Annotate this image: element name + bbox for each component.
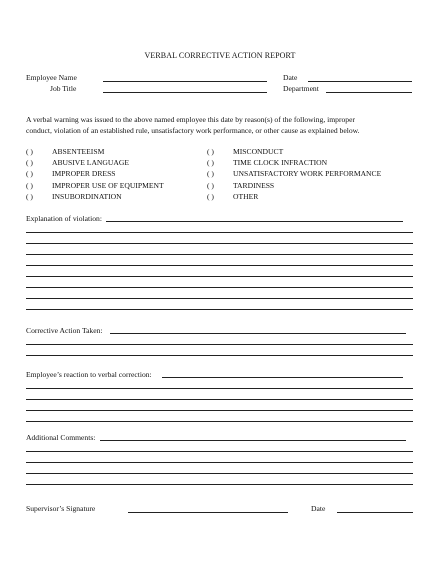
reason-label: TARDINESS [233,180,275,190]
reason-label: INSUBORDINATION [52,191,122,201]
reason-absenteeism[interactable] [26,147,105,158]
employee-reaction-line[interactable] [26,421,413,422]
checkbox[interactable]: ( ) [207,180,214,190]
reason-time-clock-infraction[interactable] [207,158,328,169]
checkbox[interactable]: ( ) [207,191,214,201]
additional-comments-line[interactable] [100,440,406,441]
signature-date-field[interactable] [337,512,413,513]
reason-label: ABSENTEEISM [52,147,105,156]
reasons-left-column [26,147,164,203]
reason-abusive-language[interactable] [26,158,129,169]
additional-comments-line[interactable] [26,473,413,474]
explanation-label: Explanation of violation: [26,214,102,223]
explanation-line[interactable] [26,265,413,266]
corrective-action-line[interactable] [110,333,406,334]
reason-improper-dress[interactable] [26,169,116,180]
reason-label: IMPROPER DRESS [52,169,116,179]
explanation-line[interactable] [106,221,403,222]
signature-date-label: Date [311,504,326,513]
explanation-line[interactable] [26,276,413,277]
intro-line-1: A verbal warning was issued to the above named employee this date by reason(s) of the following, improper [26,115,355,124]
reason-label: TIME CLOCK INFRACTION [233,158,328,168]
reason-label: ABUSIVE LANGUAGE [52,158,129,168]
checkbox[interactable]: ( ) [26,191,33,201]
employee-name-field[interactable] [103,81,267,82]
reason-improper-use-of-equipment[interactable] [26,180,164,192]
employee-reaction-line[interactable] [162,377,403,378]
department-field[interactable] [326,92,412,93]
reason-label: UNSATISFACTORY WORK PERFORMANCE [233,169,382,179]
job-title-field[interactable] [103,92,267,93]
reason-label: MISCONDUCT [233,147,284,156]
supervisor-signature-label: Supervisor’s Signature [26,504,96,513]
employee-reaction-label: Employee’s reaction to verbal correction: [26,370,152,379]
additional-comments-line[interactable] [26,462,413,463]
reason-tardiness[interactable] [207,180,275,192]
explanation-line[interactable] [26,309,413,310]
checkbox[interactable]: ( ) [26,180,33,190]
intro-paragraph [26,115,418,135]
explanation-line[interactable] [26,287,413,288]
additional-comments-line[interactable] [26,451,413,452]
employee-reaction-line[interactable] [26,388,413,389]
reason-label: OTHER [233,191,259,201]
reason-label: IMPROPER USE OF EQUIPMENT [52,180,164,190]
explanation-line[interactable] [26,254,413,255]
reason-insubordination[interactable] [26,191,122,203]
explanation-line[interactable] [26,243,413,244]
date-field[interactable] [308,81,412,82]
page-title: VERBAL CORRECTIVE ACTION REPORT [144,51,296,60]
checkbox[interactable]: ( ) [26,169,33,179]
corrective-action-line[interactable] [26,355,413,356]
supervisor-signature-field[interactable] [128,512,288,513]
corrective-action-line[interactable] [26,344,413,345]
reasons-right-column [207,147,382,203]
checkbox[interactable]: ( ) [26,147,33,156]
date-label: Date [283,73,298,82]
employee-name-label: Employee Name [26,73,77,82]
checkbox[interactable]: ( ) [207,169,214,179]
reason-misconduct[interactable] [207,147,284,158]
job-title-label: Job Title [50,84,77,93]
department-label: Department [283,84,319,93]
additional-comments-label: Additional Comments: [26,433,96,442]
explanation-line[interactable] [26,298,413,299]
intro-line-2: conduct, violation of an established rule, unsatisfactory work performance, or other cause as explained below. [26,125,360,135]
employee-reaction-line[interactable] [26,399,413,400]
checkbox[interactable]: ( ) [26,158,33,168]
corrective-action-label: Corrective Action Taken: [26,326,103,335]
checkbox[interactable]: ( ) [207,147,214,156]
checkbox[interactable]: ( ) [207,158,214,168]
additional-comments-line[interactable] [26,484,413,485]
explanation-line[interactable] [26,232,413,233]
employee-reaction-line[interactable] [26,410,413,411]
reason-unsatisfactory-work-performance[interactable] [207,169,382,180]
reason-other[interactable] [207,191,259,203]
